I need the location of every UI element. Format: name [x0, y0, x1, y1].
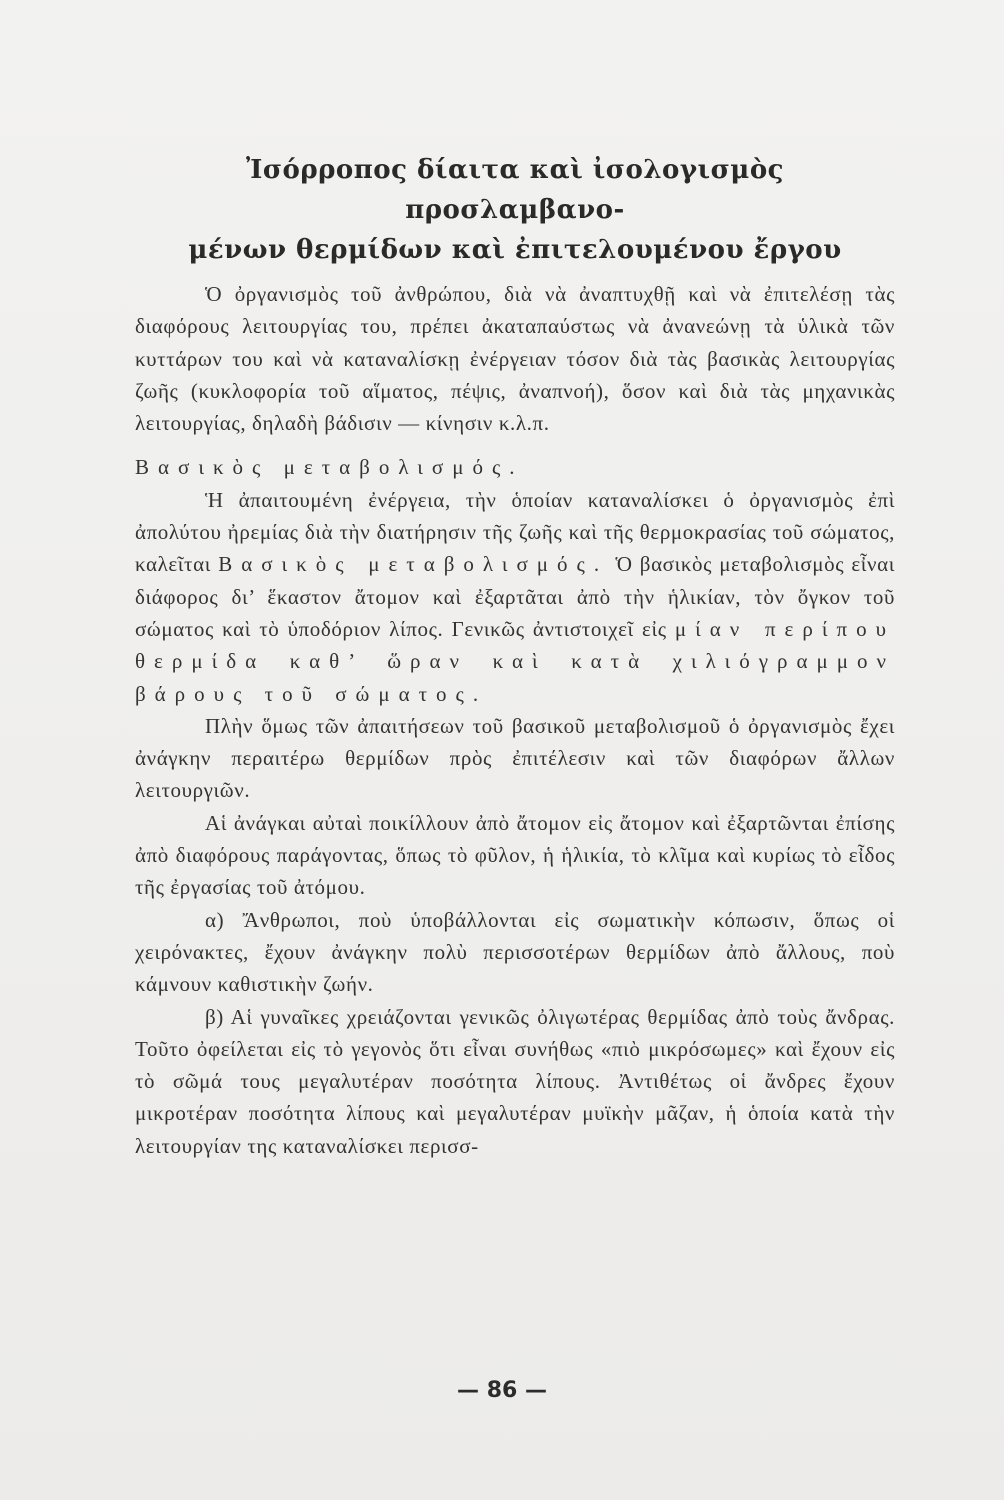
heading-line-2: μένων θερμίδων καὶ ἐπιτελουμένου ἔργου: [188, 235, 842, 265]
subheading-text: Βασικὸς μεταβολισμός.: [135, 455, 524, 480]
paragraph-additional-needs: Πλὴν ὅμως τῶν ἀπαιτήσεων τοῦ βασικοῦ μεταβολισμοῦ ὁ ὀργανισμὸς ἔχει ἀνάγκην περαιτέρω θερμίδων πρὸς ἐπιτέλεσιν καὶ τῶν διαφόρων ἄλλων λειτουργιῶν.: [135, 713, 895, 803]
chapter-heading: [135, 150, 895, 270]
paragraph-intro: Ὁ ὀργανισμὸς τοῦ ἀνθρώπου, διὰ νὰ ἀναπτυχθῇ καὶ νὰ ἐπιτελέσῃ τὰς διαφόρους λειτουργίας του, πρέπει ἀκαταπαύστως νὰ ἀνανεώνῃ τὰ ὑλικὰ τῶν κυττάρων του καὶ νὰ καταναλίσκῃ ἐνέργειαν τόσον διὰ τὰς βασικὰς λειτουργίας ζωῆς (κυκλοφορία τοῦ αἵματος, πέψις, ἀναπνοή), ὅσον καὶ διὰ τὰς μηχανικὰς λειτουργίας, δηλαδὴ βάδισιν — κίνησιν κ.λ.π.: [135, 282, 895, 436]
section-subheading: [135, 451, 895, 483]
paragraph-item-a: α) Ἄνθρωποι, ποὺ ὑποβάλλονται εἰς σωματικὴν κόπωσιν, ὅπως οἱ χειρόνακτες, ἔχουν ἀνάγκην πολὺ περισσοτέρων θερμίδων ἀπὸ ἄλλους, ποὺ κάμνουν καθιστικὴν ζωήν.: [135, 907, 895, 997]
term-basal-metabolism: Βασικὸς μεταβολισμός.: [218, 552, 609, 577]
term-calorie-rate: μίαν περίπου θερμίδα καθ’ ὥραν καὶ κατὰ χιλιόγραμμον βάρους τοῦ σώματος.: [135, 616, 895, 706]
paragraph-basal-text-a: Ἡ ἀπαιτουμένη ἐνέργεια, τὴν ὁποίαν καταναλίσκει ὁ ὀργανισμὸς ἐπὶ ἀπολύτου ἠρεμίας διὰ τὴν διατήρησιν τῆς ζωῆς καὶ τῆς θερμοκρασίας τοῦ σώματος, καλεῖται: [135, 487, 895, 577]
paragraph-factors: Αἱ ἀνάγκαι αὐταὶ ποικίλλουν ἀπὸ ἄτομον εἰς ἄτομον καὶ ἐξαρτῶνται ἐπίσης ἀπὸ διαφόρους παράγοντας, ὅπως τὸ φῦλον, ἡ ἡλικία, τὸ κλῖμα καὶ κυρίως τὸ εἶδος τῆς ἐργασίας τοῦ ἀτόμου.: [135, 810, 895, 900]
page-number: — 86 —: [457, 1378, 547, 1403]
page-content: [135, 150, 895, 1162]
paragraph-basal-metabolism: [135, 484, 895, 710]
paragraph-basal-text-b: Ὁ βασικὸς μεταβολισμὸς εἶναι διάφορος δι’ ἕκαστον ἄτομον καὶ ἐξαρτᾶται ἀπὸ τὴν ἡλικίαν, τὸν ὄγκον τοῦ σώματος καὶ τὸ ὑποδόριον λίπος. Γενικῶς ἀντιστοιχεῖ εἰς: [135, 552, 895, 641]
heading-line-1: Ἰσόρροπος δίαιτα καὶ ἰσολογισμὸς προσλαμβανο-: [245, 155, 785, 225]
paragraph-item-b: β) Αἱ γυναῖκες χρειάζονται γενικῶς ὀλιγωτέρας θερμίδας ἀπὸ τοὺς ἄνδρας. Τοῦτο ὀφείλεται εἰς τὸ γεγονὸς ὅτι εἶναι συνήθως «πιὸ μικρόσωμες» καὶ ἔχουν εἰς τὸ σῶμά τους μεγαλυτέραν ποσότητα λίπους. Ἀντιθέτως οἱ ἄνδρες ἔχουν μικροτέραν ποσότητα λίπους καὶ μεγαλυτέραν μυϊκὴν μᾶζαν, ἡ ὁποία κατὰ τὴν λειτουργίαν της καταναλίσκει περισσ-: [135, 1004, 895, 1158]
body-text: [135, 278, 895, 1162]
